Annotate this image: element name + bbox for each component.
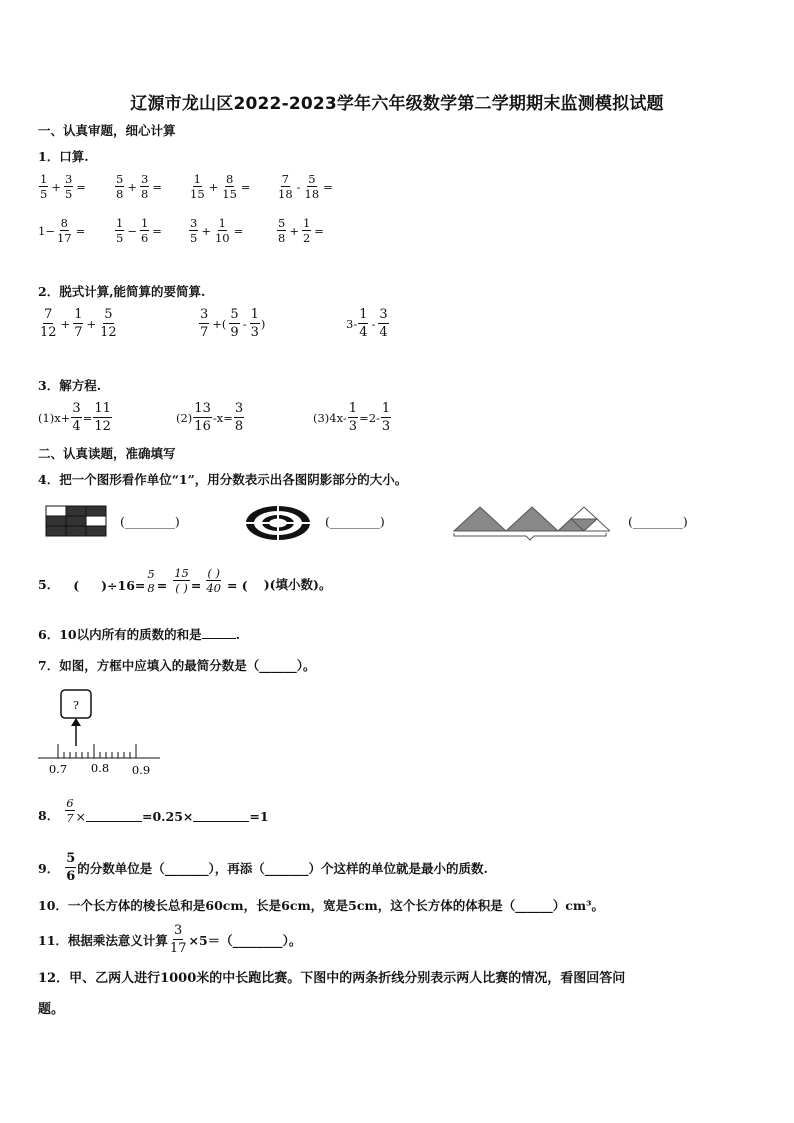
question-2 [38,282,205,300]
question-11: 11． 根据乘法意义计算 $\frac{3}{17}$ ×5＝（________）。 [38,923,302,956]
fraction: $\frac{8}{15}$ [222,172,237,201]
fraction: $\frac{3}{17}$ [169,923,187,956]
question-number: 10． [38,898,68,913]
equation-3-3: (3)4x- $\frac{1}{3}$ =2- $\frac{1}{3}$ [313,401,391,434]
answer-blank-8-2[interactable] [193,821,249,822]
svg-text:0.9: 0.9 [131,763,151,777]
svg-text:0.7: 0.7 [48,762,68,776]
section-heading-1: 一、认真审题，细心计算 [38,123,176,138]
fraction: $\frac{5}{6}$ [66,851,76,884]
fraction: $\frac{3}{5}$ [190,216,198,245]
question-text: 口算. [59,149,89,164]
fraction: $\frac{11}{12}$ [94,401,111,434]
fraction: $\frac{15}{( )}$ [174,566,189,595]
answer-blank-4-3[interactable]: (________) [628,514,688,529]
fraction: $\frac{13}{16}$ [194,401,211,434]
question-text: 解方程. [59,378,102,393]
fraction: $\frac{5}{9}$ [230,307,239,340]
question-number: 8． [38,808,60,823]
fraction: 5 8 [147,567,155,595]
answer-blank-8-1[interactable] [86,821,142,822]
fraction: $\frac{5}{8}$ [278,216,286,245]
expression-2-1: $\frac{7}{12}$ + $\frac{1}{7}$ + $\frac{5}{12}$ [40,307,117,340]
mental-math-item: $\frac{1}{15}$ + $\frac{8}{15}$ = [190,172,251,201]
answer-blank-6[interactable] [202,638,236,639]
question-number: 4． [38,472,60,487]
question-12: 12．甲、乙两人进行1000米的中长跑比赛。下图中的两条折线分别表示两人比赛的情况，看图回答问 [38,971,626,986]
fraction: $\frac{( )}{40}$ [206,566,221,595]
mental-math-item: 1− $\frac{8}{17}$ = [38,216,86,245]
question-text: 脱式计算,能简算的要简算. [59,284,206,299]
question-8: 8． $\frac{6}{7}$ × =0.25× =1 [38,796,269,825]
equation-3-1: (1)x+ $\frac{3}{4}$ = $\frac{11}{12}$ [38,401,111,434]
question-number: 6． [38,627,60,642]
fraction: $\frac{1}{3}$ [250,307,259,340]
fraction: $\frac{5}{18}$ [304,172,320,201]
question-number: 7． [38,658,60,673]
fraction: $\frac{1}{3}$ [381,401,391,434]
question-9: 9． $\frac{5}{6}$ 的分数单位是（_______），再添（_______）个这样的单位就是最小的质数. [38,851,488,884]
fraction: $\frac{1}{2}$ [302,216,311,245]
question-1 [38,147,89,165]
question-number: 5． [38,577,60,592]
mental-math-item: $\frac{5}{8}$ + $\frac{1}{2}$ = [278,216,324,245]
fraction: $\frac{3}{4}$ [379,307,388,340]
fraction: $\frac{3}{4}$ [72,401,81,434]
fraction: $\frac{1}{6}$ [140,216,149,245]
mental-math-item: $\frac{1}{5}$ + $\frac{3}{5}$ = [40,172,86,201]
answer-blank-4-2[interactable]: (________) [325,514,385,529]
expression-2-3: 3- $\frac{1}{4}$ - $\frac{3}{4}$ [346,307,388,340]
question-number: 1． [38,149,60,164]
fraction: $\frac{3}{8}$ [140,172,149,201]
question-7: 7．如图，方框中应填入的最简分数是（______）。 [38,658,316,673]
expression-2-2: $\frac{3}{7}$ +( $\frac{5}{9}$ - $\frac{1}{3}$ ) [200,307,266,340]
question-5: 5． ( )÷16= 5 8 = $\frac{15}{( )}$ = $\frac{( )}{40}$ = ( )(填小数)。 [38,566,332,595]
shaded-grid-figure [45,505,107,537]
answer-blank-4-1[interactable]: (________) [120,514,180,529]
fraction: $\frac{1}{4}$ [359,307,368,340]
question-3 [38,376,101,394]
equation-3-2: (2) $\frac{13}{16}$ -x= $\frac{3}{8}$ [176,401,244,434]
fraction: $\frac{3}{8}$ [234,401,244,434]
svg-text:0.8: 0.8 [90,761,110,775]
question-number: 9． [38,860,60,876]
page-title: 辽源市龙山区2022-2023学年六年级数学第二学期期末监测模拟试题 [130,94,664,114]
fraction: $\frac{1}{3}$ [348,401,358,434]
mental-math-item: $\frac{3}{5}$ + $\frac{1}{10}$ = [190,216,244,245]
number-line-figure [36,688,166,778]
fraction: $\frac{3}{7}$ [200,307,209,340]
section-heading-2: 二、认真读题，准确填写 [38,446,176,461]
fraction: $\frac{5}{12}$ [100,307,117,340]
mental-math-item: $\frac{5}{8}$ + $\frac{3}{8}$ = [116,172,162,201]
question-number: 2． [38,284,60,299]
fraction: $\frac{7}{18}$ [278,172,293,201]
fraction: $\frac{1}{5}$ [40,172,48,201]
question-text: 把一个图形看作单位“1”，用分数表示出各图阴影部分的大小。 [59,472,408,487]
fraction: $\frac{7}{12}$ [40,307,57,340]
fraction: $\frac{1}{15}$ [190,172,205,201]
fraction: $\frac{1}{10}$ [214,216,230,245]
question-number: 3． [38,378,60,393]
question-number: 11． [38,932,68,948]
question-number: 12． [38,971,70,986]
fraction: $\frac{6}{7}$ [66,796,74,825]
fraction: $\frac{1}{7}$ [74,307,83,340]
fraction: $\frac{5}{8}$ [116,172,124,201]
fraction: $\frac{1}{5}$ [116,216,124,245]
shaded-triangles-figure [450,504,610,544]
fraction: $\frac{3}{5}$ [64,172,73,201]
mental-math-item: $\frac{7}{18}$ - $\frac{5}{18}$ = [278,172,333,201]
question-4 [38,470,407,488]
question-6: 6．10以内所有的质数的和是 . [38,627,240,642]
shaded-target-figure [244,504,312,542]
mental-math-item: $\frac{1}{5}$ − $\frac{1}{6}$ = [116,216,162,245]
fraction: $\frac{8}{17}$ [56,216,72,245]
svg-text:?: ? [73,699,79,712]
question-10: 10．一个长方体的棱长总和是60cm，长是6cm，宽是5cm，这个长方体的体积是（______）cm³。 [38,898,605,913]
question-12-line-2: 题。 [38,1002,65,1017]
